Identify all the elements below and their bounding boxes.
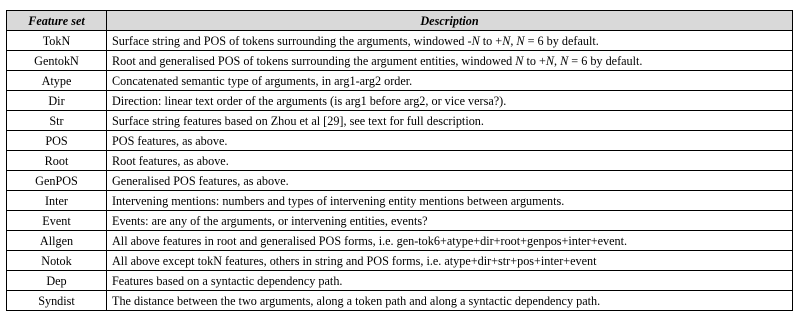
table-header-row — [7, 11, 793, 31]
description-cell: Events: are any of the arguments, or intervening entities, events? — [107, 211, 793, 231]
table-row — [7, 271, 793, 291]
table-row — [7, 211, 793, 231]
description-cell: Direction: linear text order of the arguments (is arg1 before arg2, or vice versa?). — [107, 91, 793, 111]
feature-set-cell: Atype — [7, 71, 107, 91]
description-cell: Root features, as above. — [107, 151, 793, 171]
feature-set-cell: Root — [7, 151, 107, 171]
description-cell: Root and generalised POS of tokens surrounding the argument entities, windowed N to +N, N = 6 by default. — [107, 51, 793, 71]
description-cell: Intervening mentions: numbers and types of intervening entity mentions between arguments. — [107, 191, 793, 211]
feature-set-cell: GentokN — [7, 51, 107, 71]
feature-set-cell: GenPOS — [7, 171, 107, 191]
feature-set-cell: TokN — [7, 31, 107, 51]
table-row — [7, 171, 793, 191]
description-cell: Surface string and POS of tokens surrounding the arguments, windowed -N to +N, N = 6 by default. — [107, 31, 793, 51]
header-description: Description — [107, 11, 793, 31]
header-feature-set: Feature set — [7, 11, 107, 31]
feature-set-cell: Dir — [7, 91, 107, 111]
table-row — [7, 111, 793, 131]
feature-set-cell: Syndist — [7, 291, 107, 311]
feature-table-container — [6, 10, 792, 311]
table-row — [7, 71, 793, 91]
description-cell: All above features in root and generalised POS forms, i.e. gen-tok6+atype+dir+root+genpos+inter+event. — [107, 231, 793, 251]
feature-set-table — [6, 10, 793, 311]
table-row — [7, 131, 793, 151]
table-row — [7, 231, 793, 251]
feature-set-cell: Dep — [7, 271, 107, 291]
feature-set-cell: Str — [7, 111, 107, 131]
table-row — [7, 151, 793, 171]
table-row — [7, 91, 793, 111]
description-cell: Features based on a syntactic dependency path. — [107, 271, 793, 291]
table-row — [7, 251, 793, 271]
feature-set-cell: Inter — [7, 191, 107, 211]
description-cell: Generalised POS features, as above. — [107, 171, 793, 191]
description-cell: The distance between the two arguments, along a token path and along a syntactic dependency path. — [107, 291, 793, 311]
description-cell: Surface string features based on Zhou et al [29], see text for full description. — [107, 111, 793, 131]
description-cell: All above except tokN features, others in string and POS forms, i.e. atype+dir+str+pos+inter+event — [107, 251, 793, 271]
feature-set-cell: Notok — [7, 251, 107, 271]
table-row — [7, 291, 793, 311]
table-row — [7, 51, 793, 71]
description-cell: Concatenated semantic type of arguments, in arg1-arg2 order. — [107, 71, 793, 91]
description-cell: POS features, as above. — [107, 131, 793, 151]
feature-set-cell: POS — [7, 131, 107, 151]
feature-set-cell: Event — [7, 211, 107, 231]
table-row — [7, 31, 793, 51]
table-row — [7, 191, 793, 211]
feature-set-cell: Allgen — [7, 231, 107, 251]
